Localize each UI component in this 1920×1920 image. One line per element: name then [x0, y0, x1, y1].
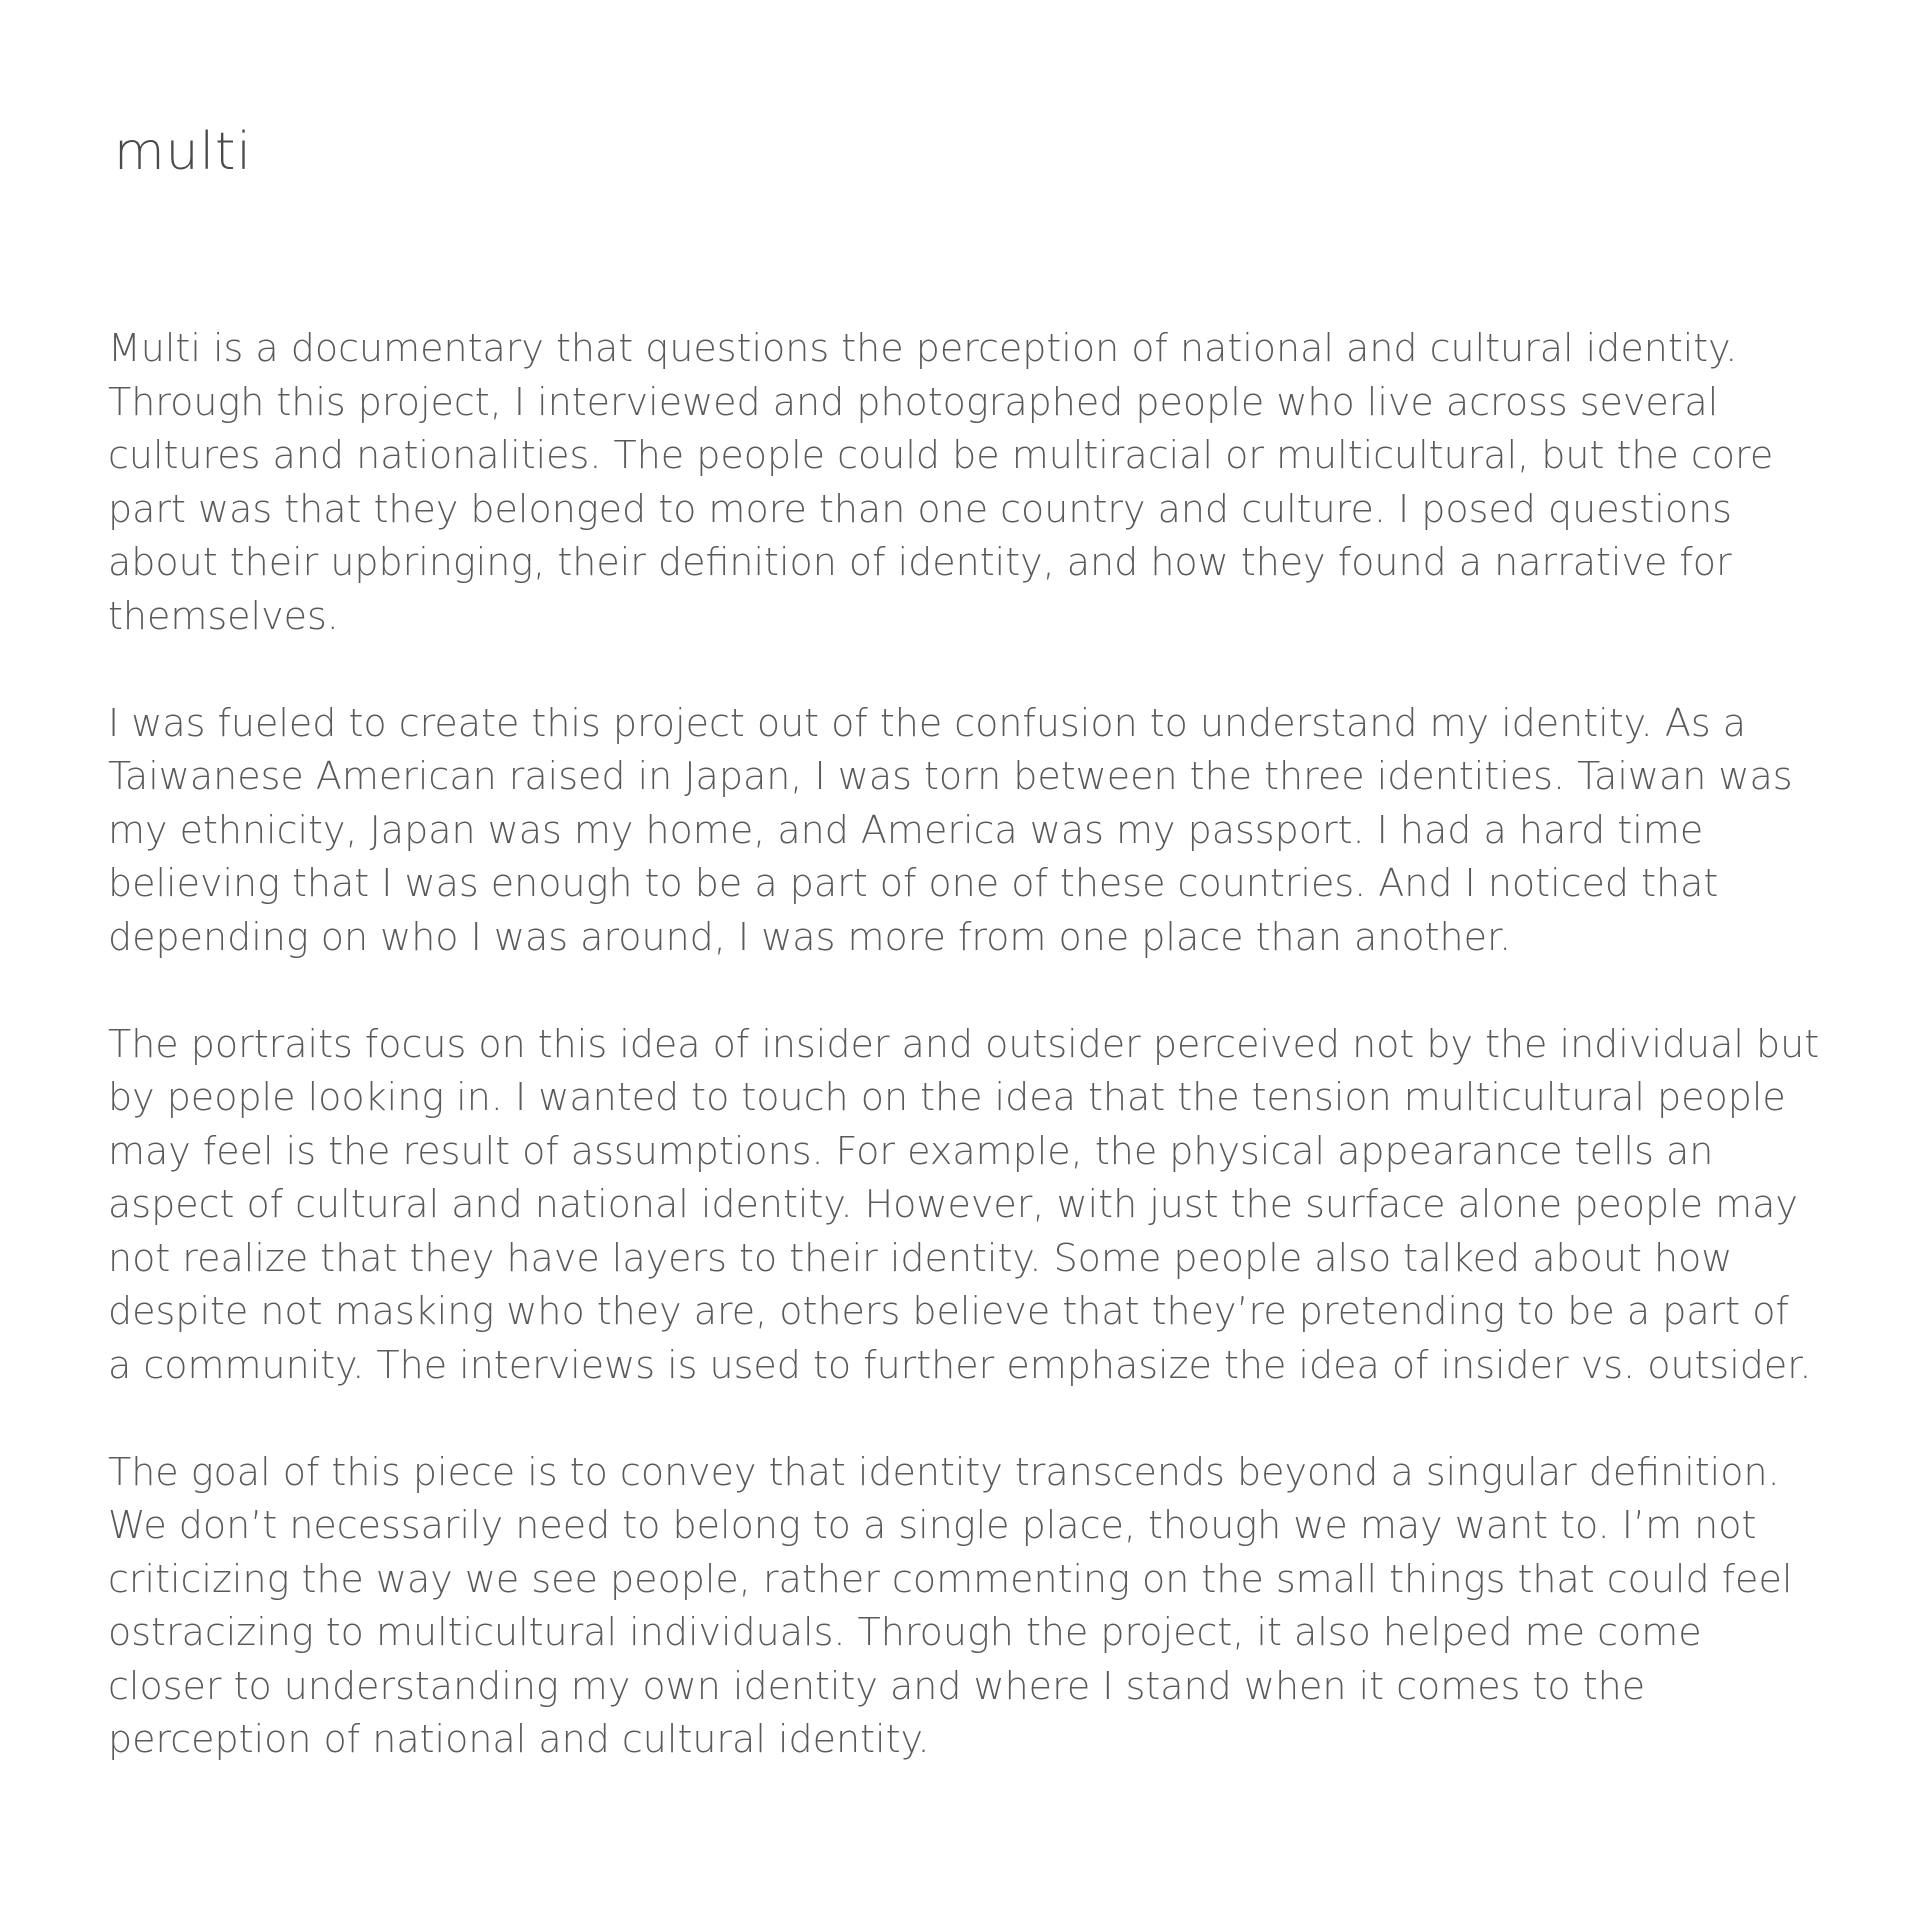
paragraph-intro: Multi is a documentary that questions the perception of national and cultural identity. Through this project, I interviewed and photographed people who live across several cultures and nationalities. The people could be multiracial or multicultural, but the core part was that they belonged to more than one country and culture. I posed questions about their upbringing, their definition of identity, and how they found a narrative for themselves.: [108, 326, 1774, 638]
page-title: multi: [114, 122, 252, 182]
paragraph-portraits: The portraits focus on this idea of insider and outsider perceived not by the individual but by people looking in. I wanted to touch on the idea that the tension multicultural people may feel is the result of assumptions. For example, the physical appearance tells an aspect of cultural and national identity. However, with just the surface alone people may not realize that they have layers to their identity. Some people also talked about how despite not masking who they are, others believe that they’re pretending to be a part of a community. The interviews is used to further emphasize the idea of insider vs. outsider.: [108, 1021, 1820, 1387]
paragraph-motivation: I was fueled to create this project out of the confusion to understand my identity. As a Taiwanese American raised in Japan, I was torn between the three identities. Taiwan was my ethnicity, Japan was my home, and America was my passport. I had a hard time believing that I was enough to be a part of one of these countries. And I noticed that depending on who I was around, I was more from one place than another.: [108, 700, 1793, 959]
paragraph-goal: The goal of this piece is to convey that identity transcends beyond a singular definition. We don’t necessarily need to belong to a single place, though we may want to. I’m not criticizing the way we see people, rather commenting on the small things that could feel ostracizing to multicultural individuals. Through the project, it also helped me come closer to understanding my own identity and where I stand when it comes to the perception of national and cultural identity.: [108, 1449, 1793, 1761]
body-text: [108, 322, 1823, 1767]
